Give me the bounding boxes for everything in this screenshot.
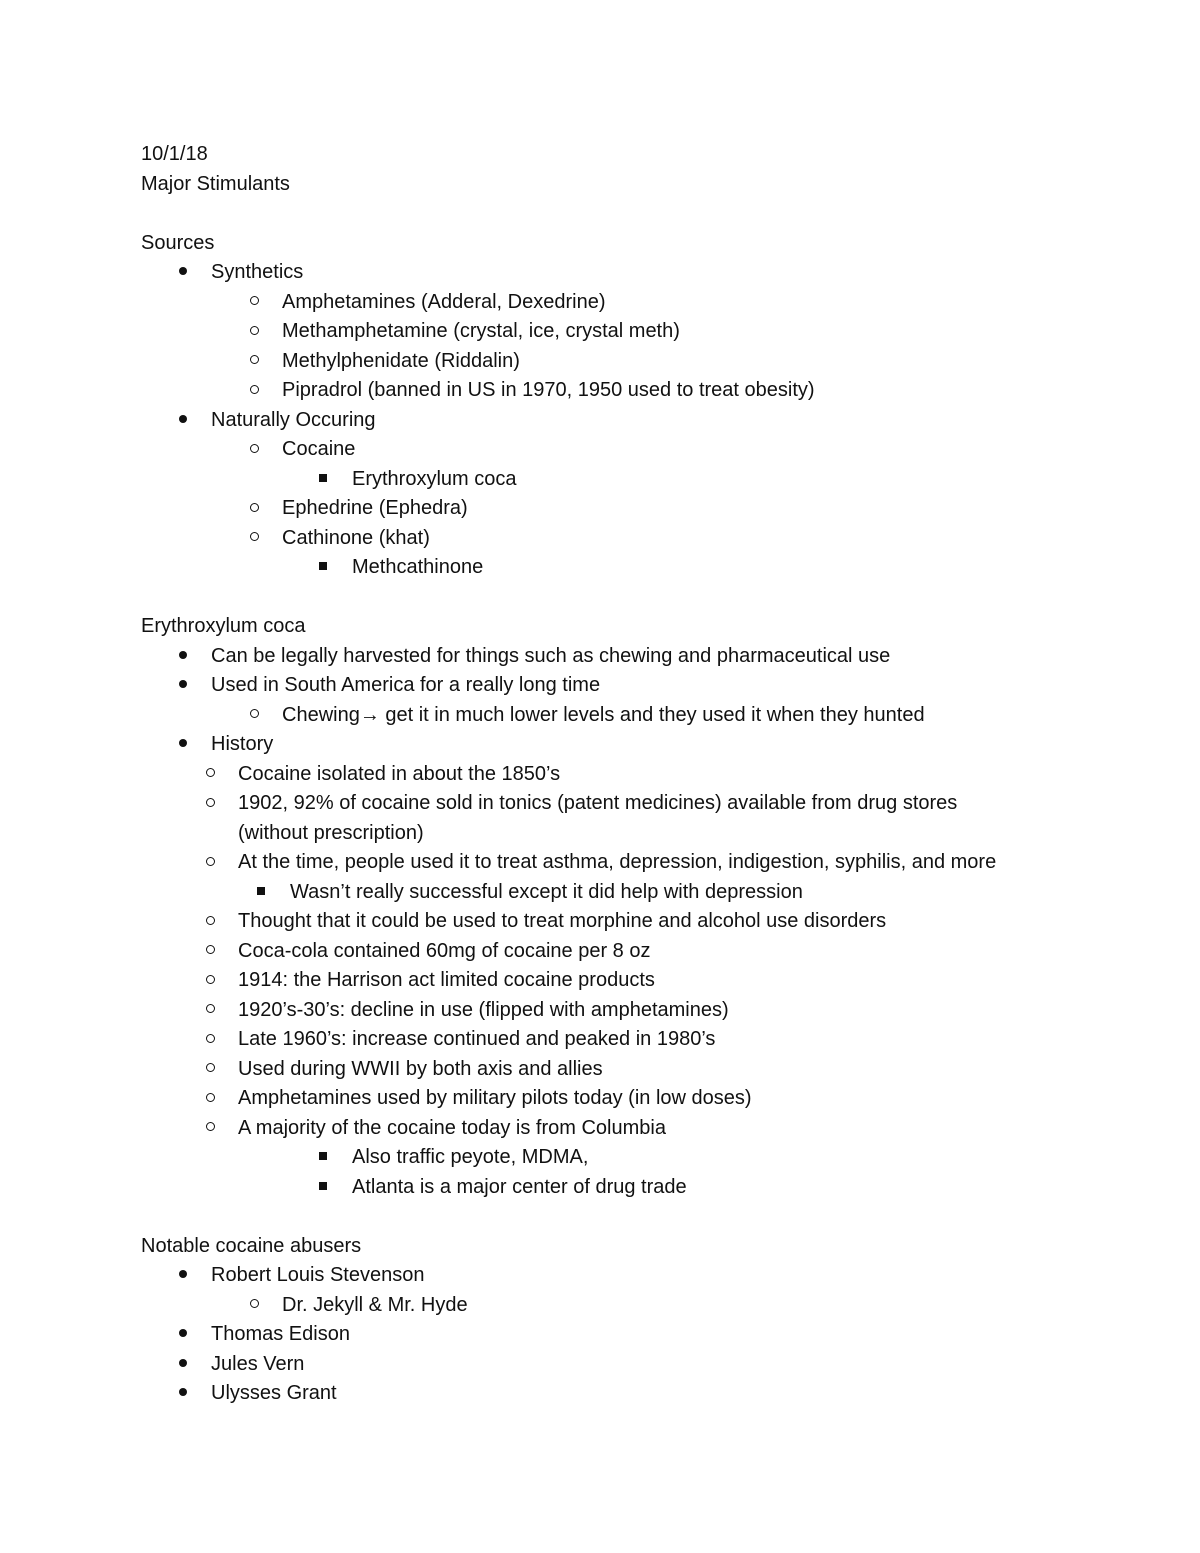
bullet-circle-icon xyxy=(200,996,220,1026)
item-text: Also traffic peyote, MDMA, xyxy=(352,1146,589,1168)
bullet-square-icon xyxy=(313,465,333,495)
blank-line xyxy=(0,199,1200,229)
list-item xyxy=(0,1025,1200,1055)
item-text: Methylphenidate (Riddalin) xyxy=(282,349,520,372)
list-item xyxy=(0,317,1200,347)
bullet-circle-icon xyxy=(200,848,220,878)
item-text: Pipradrol (banned in US in 1970, 1950 used to treat obesity) xyxy=(282,379,815,401)
item-text: 1920’s-30’s: decline in use (flipped with amphetamines) xyxy=(238,998,729,1021)
bullet-circle-icon xyxy=(200,1055,220,1085)
bullet-disc-icon xyxy=(173,1320,193,1350)
item-text: Amphetamines (Adderal, Dexedrine) xyxy=(282,290,606,313)
bullet-disc-icon xyxy=(173,730,193,760)
bullet-disc-icon xyxy=(173,642,193,672)
bullet-square-icon xyxy=(313,1173,333,1203)
bullet-circle-icon xyxy=(200,966,220,996)
list-item xyxy=(0,406,1200,436)
list-item xyxy=(0,878,1200,908)
bullet-disc-icon xyxy=(173,671,193,701)
list-item xyxy=(0,1143,1200,1173)
item-text: Jules Vern xyxy=(211,1352,305,1375)
item-text: Ulysses Grant xyxy=(211,1382,337,1404)
bullet-circle-icon xyxy=(244,317,264,347)
bullet-square-icon xyxy=(313,1143,333,1173)
list-item xyxy=(0,435,1200,465)
item-text: Erythroxylum coca xyxy=(352,467,517,490)
list-item xyxy=(0,760,1200,790)
item-text: Late 1960’s: increase continued and peaked in 1980’s xyxy=(238,1028,716,1050)
list-item xyxy=(0,553,1200,583)
list-item xyxy=(0,937,1200,967)
bullet-circle-icon xyxy=(244,376,264,406)
list-item xyxy=(0,1084,1200,1114)
bullet-square-icon xyxy=(313,553,333,583)
list-item xyxy=(0,1379,1200,1409)
item-text: Atlanta is a major center of drug trade xyxy=(352,1175,687,1198)
item-text: Methamphetamine (crystal, ice, crystal meth) xyxy=(282,320,680,342)
item-text: Used during WWII by both axis and allies xyxy=(238,1057,603,1080)
item-text: Cocaine isolated in about the 1850’s xyxy=(238,762,561,785)
item-text: Cathinone (khat) xyxy=(282,526,430,549)
bullet-circle-icon xyxy=(200,1114,220,1144)
list-item xyxy=(0,996,1200,1026)
item-text: Cocaine xyxy=(282,438,356,460)
list-item xyxy=(0,730,1200,760)
bullet-circle-icon xyxy=(244,435,264,465)
bullet-disc-icon xyxy=(173,1379,193,1409)
list-item xyxy=(0,465,1200,495)
bullet-disc-icon xyxy=(173,1350,193,1380)
item-text: Coca-cola contained 60mg of cocaine per 8 oz xyxy=(238,939,651,962)
list-item xyxy=(0,1114,1200,1144)
bullet-circle-icon xyxy=(200,907,220,937)
list-item xyxy=(0,642,1200,672)
heading-text: Notable cocaine abusers xyxy=(141,1234,362,1257)
item-text: A majority of the cocaine today is from Columbia xyxy=(238,1116,666,1139)
heading-text: Sources xyxy=(141,231,215,254)
item-text: Used in South America for a really long time xyxy=(211,674,601,696)
bullet-disc-icon xyxy=(173,406,193,436)
bullet-circle-icon xyxy=(244,524,264,554)
list-item xyxy=(0,376,1200,406)
bullet-circle-icon xyxy=(200,760,220,790)
list-item xyxy=(0,789,1200,819)
section-heading xyxy=(0,170,1200,200)
item-text: Thought that it could be used to treat morphine and alcohol use disorders xyxy=(238,910,887,932)
heading-text: Major Stimulants xyxy=(141,172,290,195)
list-item xyxy=(0,347,1200,377)
heading-text: 10/1/18 xyxy=(141,143,208,165)
bullet-circle-icon xyxy=(200,937,220,967)
item-text: Naturally Occuring xyxy=(211,408,376,431)
bullet-circle-icon xyxy=(244,288,264,318)
list-item xyxy=(0,701,1200,731)
bullet-circle-icon xyxy=(200,1084,220,1114)
list-item xyxy=(0,1173,1200,1203)
item-text: Chewing→ get it in much lower levels and they used it when they hunted xyxy=(282,703,925,726)
list-item xyxy=(0,288,1200,318)
heading-text: Erythroxylum coca xyxy=(141,615,306,637)
item-text: Can be legally harvested for things such as chewing and pharmaceutical use xyxy=(211,644,891,667)
bullet-disc-icon xyxy=(173,258,193,288)
section-heading xyxy=(0,229,1200,259)
bullet-circle-icon xyxy=(200,1025,220,1055)
bullet-disc-icon xyxy=(173,1261,193,1291)
bullet-circle-icon xyxy=(200,789,220,819)
blank-line xyxy=(0,1202,1200,1232)
item-text: Wasn’t really successful except it did help with depression xyxy=(290,880,803,903)
list-item xyxy=(0,494,1200,524)
item-text: Thomas Edison xyxy=(211,1323,350,1345)
bullet-square-icon xyxy=(251,878,271,908)
list-item xyxy=(0,848,1200,878)
list-item xyxy=(0,1320,1200,1350)
section-heading xyxy=(0,612,1200,642)
item-text: History xyxy=(211,733,274,755)
list-item xyxy=(0,671,1200,701)
item-text: At the time, people used it to treat asthma, depression, indigestion, syphilis, and more xyxy=(238,851,997,873)
list-item xyxy=(0,258,1200,288)
item-text: Synthetics xyxy=(211,261,304,283)
item-text: Dr. Jekyll & Mr. Hyde xyxy=(282,1293,468,1316)
list-item xyxy=(0,524,1200,554)
item-text: Robert Louis Stevenson xyxy=(211,1264,425,1286)
item-text: Methcathinone xyxy=(352,556,484,578)
item-text: 1902, 92% of cocaine sold in tonics (patent medicines) available from drug stores xyxy=(238,792,958,814)
section-heading xyxy=(0,140,1200,170)
blank-line xyxy=(0,583,1200,613)
item-text: Ephedrine (Ephedra) xyxy=(282,497,468,519)
list-item xyxy=(0,1261,1200,1291)
item-text: 1914: the Harrison act limited cocaine products xyxy=(238,969,655,991)
list-item xyxy=(0,907,1200,937)
section-heading xyxy=(0,1232,1200,1262)
item-text: (without prescription) xyxy=(238,821,424,844)
list-item xyxy=(0,1291,1200,1321)
list-item xyxy=(0,966,1200,996)
bullet-circle-icon xyxy=(244,1291,264,1321)
bullet-circle-icon xyxy=(244,494,264,524)
item-text: Amphetamines used by military pilots today (in low doses) xyxy=(238,1087,752,1109)
bullet-circle-icon xyxy=(244,347,264,377)
bullet-circle-icon xyxy=(244,701,264,731)
document-page xyxy=(0,140,1200,1409)
list-item xyxy=(0,819,1200,849)
list-item xyxy=(0,1055,1200,1085)
list-item xyxy=(0,1350,1200,1380)
